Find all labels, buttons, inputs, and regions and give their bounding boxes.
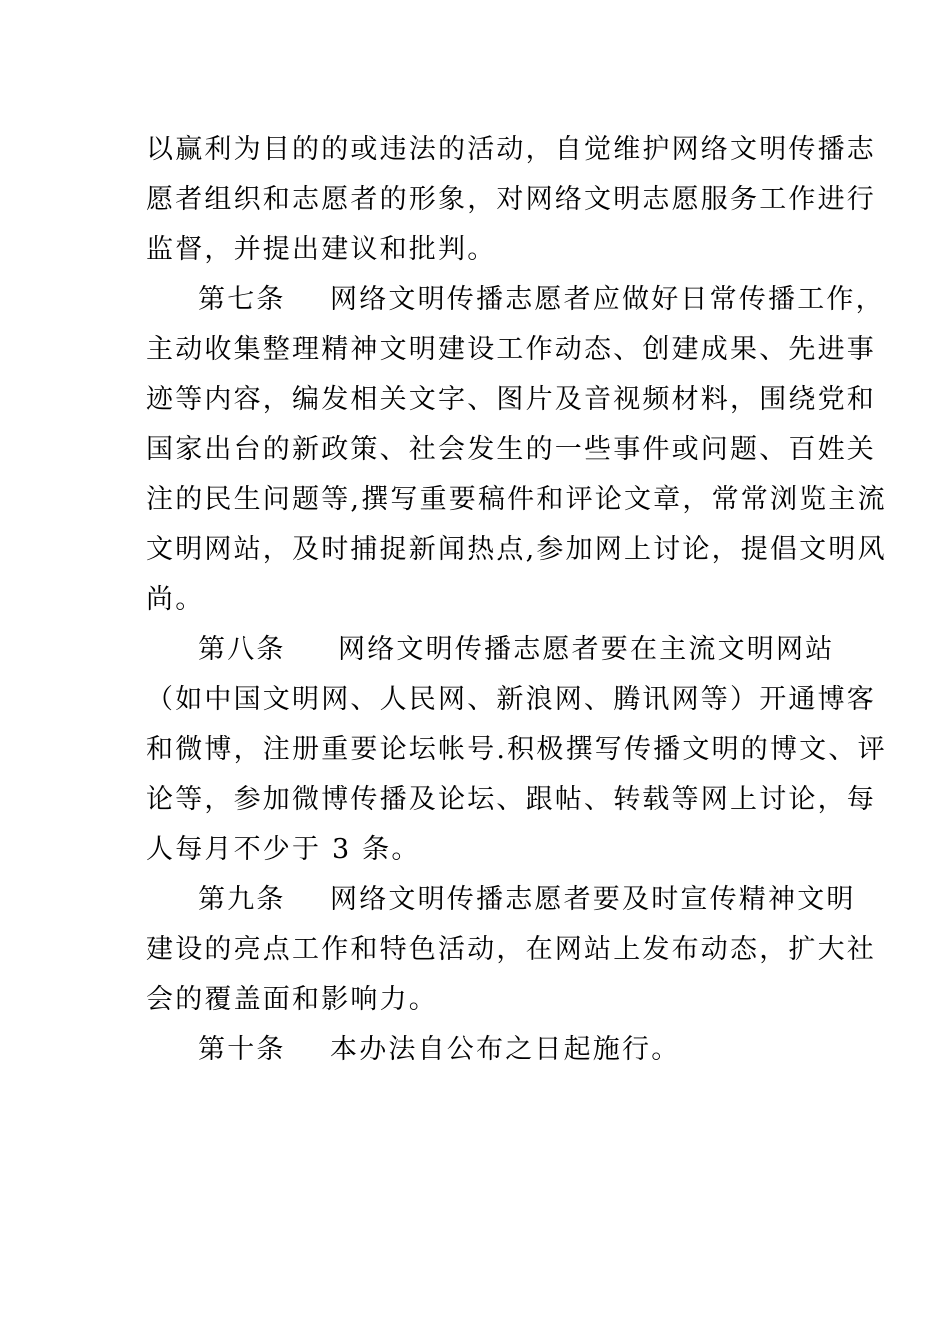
article-10-first-line — [198, 1033, 898, 1067]
article-8-number: 第八条 — [198, 634, 286, 665]
text-line: 会的覆盖面和影响力。 — [146, 984, 438, 1015]
text-line: 迹等内容，编发相关文字、图片及音视频材料，围绕党和 — [146, 384, 876, 415]
article-7-number: 第七条 — [198, 284, 286, 315]
text-line: 尚。 — [146, 584, 205, 615]
article-9-first-line — [198, 883, 898, 917]
text-line: 建设的亮点工作和特色活动，在网站上发布动态，扩大社 — [146, 934, 876, 965]
text-line: 以赢利为目的的或违法的活动，自觉维护网络文明传播志 — [146, 134, 876, 165]
text-line: 监督，并提出建议和批判。 — [146, 234, 497, 265]
article-8-text: 网络文明传播志愿者要在主流文明网站 — [338, 634, 835, 665]
article-9-text: 网络文明传播志愿者要及时宣传精神文明 — [330, 884, 856, 915]
text-line: 注的民生问题等,撰写重要稿件和评论文章，常常浏览主流 — [146, 484, 887, 515]
text-line: 国家出台的新政策、社会发生的一些事件或问题、百姓关 — [146, 434, 876, 465]
text-line: 愿者组织和志愿者的形象，对网络文明志愿服务工作进行 — [146, 184, 876, 215]
article-10-text: 本办法自公布之日起施行。 — [330, 1034, 681, 1065]
article-9-number: 第九条 — [198, 884, 286, 915]
text-line: （如中国文明网、人民网、新浪网、腾讯网等）开通博客 — [146, 684, 876, 715]
text-line: 人每月不少于 3 条。 — [146, 834, 421, 865]
text-line: 文明网站，及时捕捉新闻热点,参加网上讨论，提倡文明风 — [146, 534, 887, 565]
article-10-number: 第十条 — [198, 1034, 286, 1065]
article-7-first-line — [198, 283, 898, 317]
text-line: 和微博，注册重要论坛帐号.积极撰写传播文明的博文、评 — [146, 734, 887, 765]
text-line: 论等，参加微博传播及论坛、跟帖、转载等网上讨论，每 — [146, 784, 876, 815]
article-7-text: 网络文明传播志愿者应做好日常传播工作， — [330, 284, 885, 315]
text-line: 主动收集整理精神文明建设工作动态、创建成果、先进事 — [146, 334, 876, 365]
article-8-first-line — [198, 633, 898, 667]
